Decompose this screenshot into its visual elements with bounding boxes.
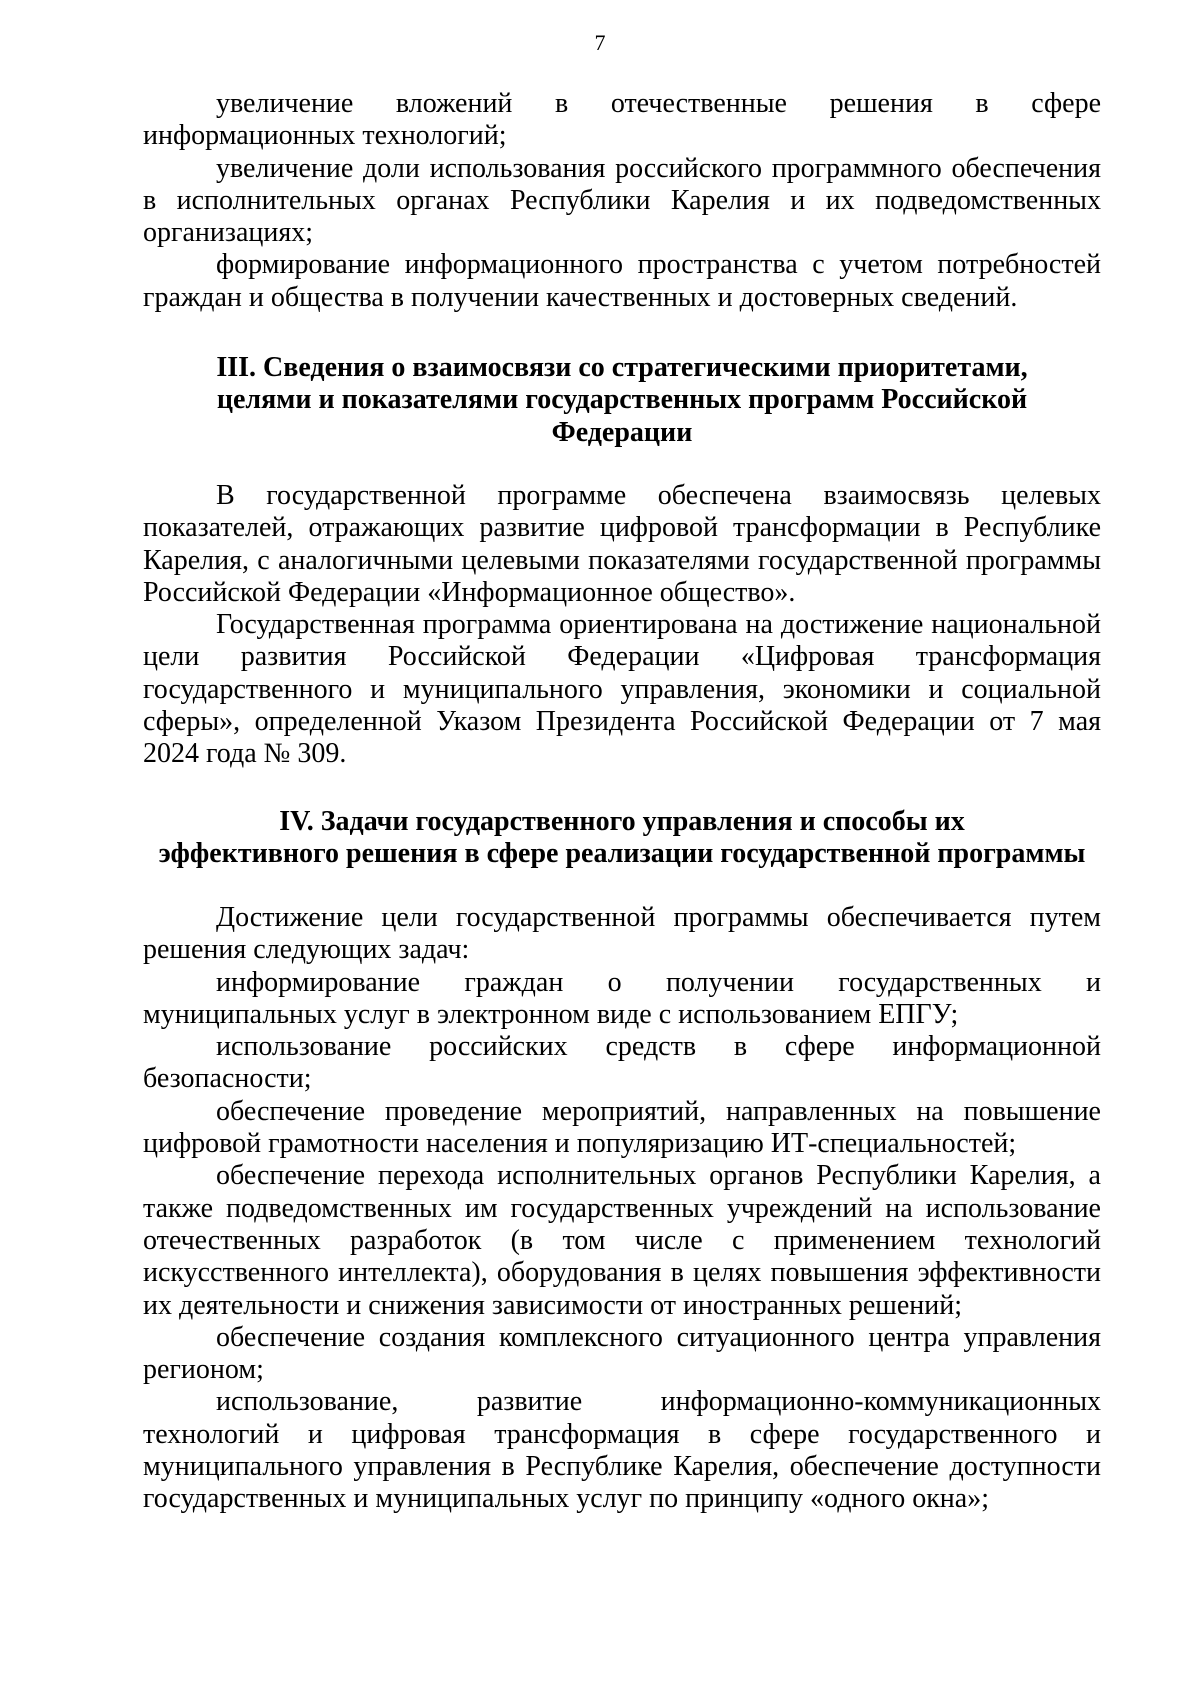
- list-item: использование, развитие информационно-коммуникационных технологий и цифровая трансформация в сфере государственного и муниципального управления в Республике Карелия, обеспечение доступности государственных и муниципальных услуг по принципу «одного окна»;: [143, 1386, 1101, 1515]
- heading-line: целями и показателями государственных программ Российской: [216, 384, 1028, 416]
- heading-line: эффективного решения в сфере реализации государственной программы: [158, 838, 1086, 870]
- section-3-body: [143, 480, 1101, 771]
- paragraph: В государственной программе обеспечена взаимосвязь целевых показателей, отражающих развитие цифровой трансформации в Республике Карелия, с аналогичными целевыми показателями государственной программы Российской Федерации «Информационное общество».: [143, 480, 1101, 608]
- intro-list: [143, 88, 1101, 314]
- heading-line: IV. Задачи государственного управления и способы их: [279, 806, 965, 837]
- heading-line: III. Сведения о взаимосвязи со стратегическими приоритетами,: [216, 352, 1028, 383]
- list-item: информирование граждан о получении государственных и муниципальных услуг в электронном виде с использованием ЕПГУ;: [143, 966, 1101, 1030]
- page-number: 7: [594, 30, 606, 55]
- list-item: увеличение доли использования российского программного обеспечения в исполнительных органах Республики Карелия и их подведомственных организациях;: [143, 152, 1101, 249]
- list-item: обеспечение проведение мероприятий, направленных на повышение цифровой грамотности населения и популяризацию ИТ-специальностей;: [143, 1095, 1101, 1160]
- heading-line: Федерации: [551, 416, 693, 448]
- section-4-body: [143, 902, 1101, 1516]
- list-item: использование российских средств в сфере информационной безопасности;: [143, 1031, 1101, 1095]
- list-item: формирование информационного пространства с учетом потребностей граждан и общества в получении качественных и достоверных сведений.: [143, 249, 1101, 313]
- list-item: обеспечение создания комплексного ситуационного центра управления регионом;: [143, 1321, 1101, 1386]
- section-4-heading: [143, 806, 1101, 871]
- list-item: обеспечение перехода исполнительных органов Республики Карелия, а также подведомственных им государственных учреждений на использование отечественных разработок (в том числе с применением технологий искусственного интеллекта), оборудования в целях повышения эффективности их деятельности и снижения зависимости от иностранных решений;: [143, 1160, 1101, 1321]
- list-item: увеличение вложений в отечественные решения в сфере информационных технологий;: [143, 88, 1101, 152]
- paragraph: Достижение цели государственной программы обеспечивается путем решения следующих задач:: [143, 902, 1101, 966]
- section-3-heading: [143, 352, 1101, 449]
- paragraph: Государственная программа ориентирована на достижение национальной цели развития Российской Федерации «Цифровая трансформация государственного и муниципального управления, экономики и социальной сферы», определенной Указом Президента Российской Федерации от 7 мая 2024 года № 309.: [143, 609, 1101, 770]
